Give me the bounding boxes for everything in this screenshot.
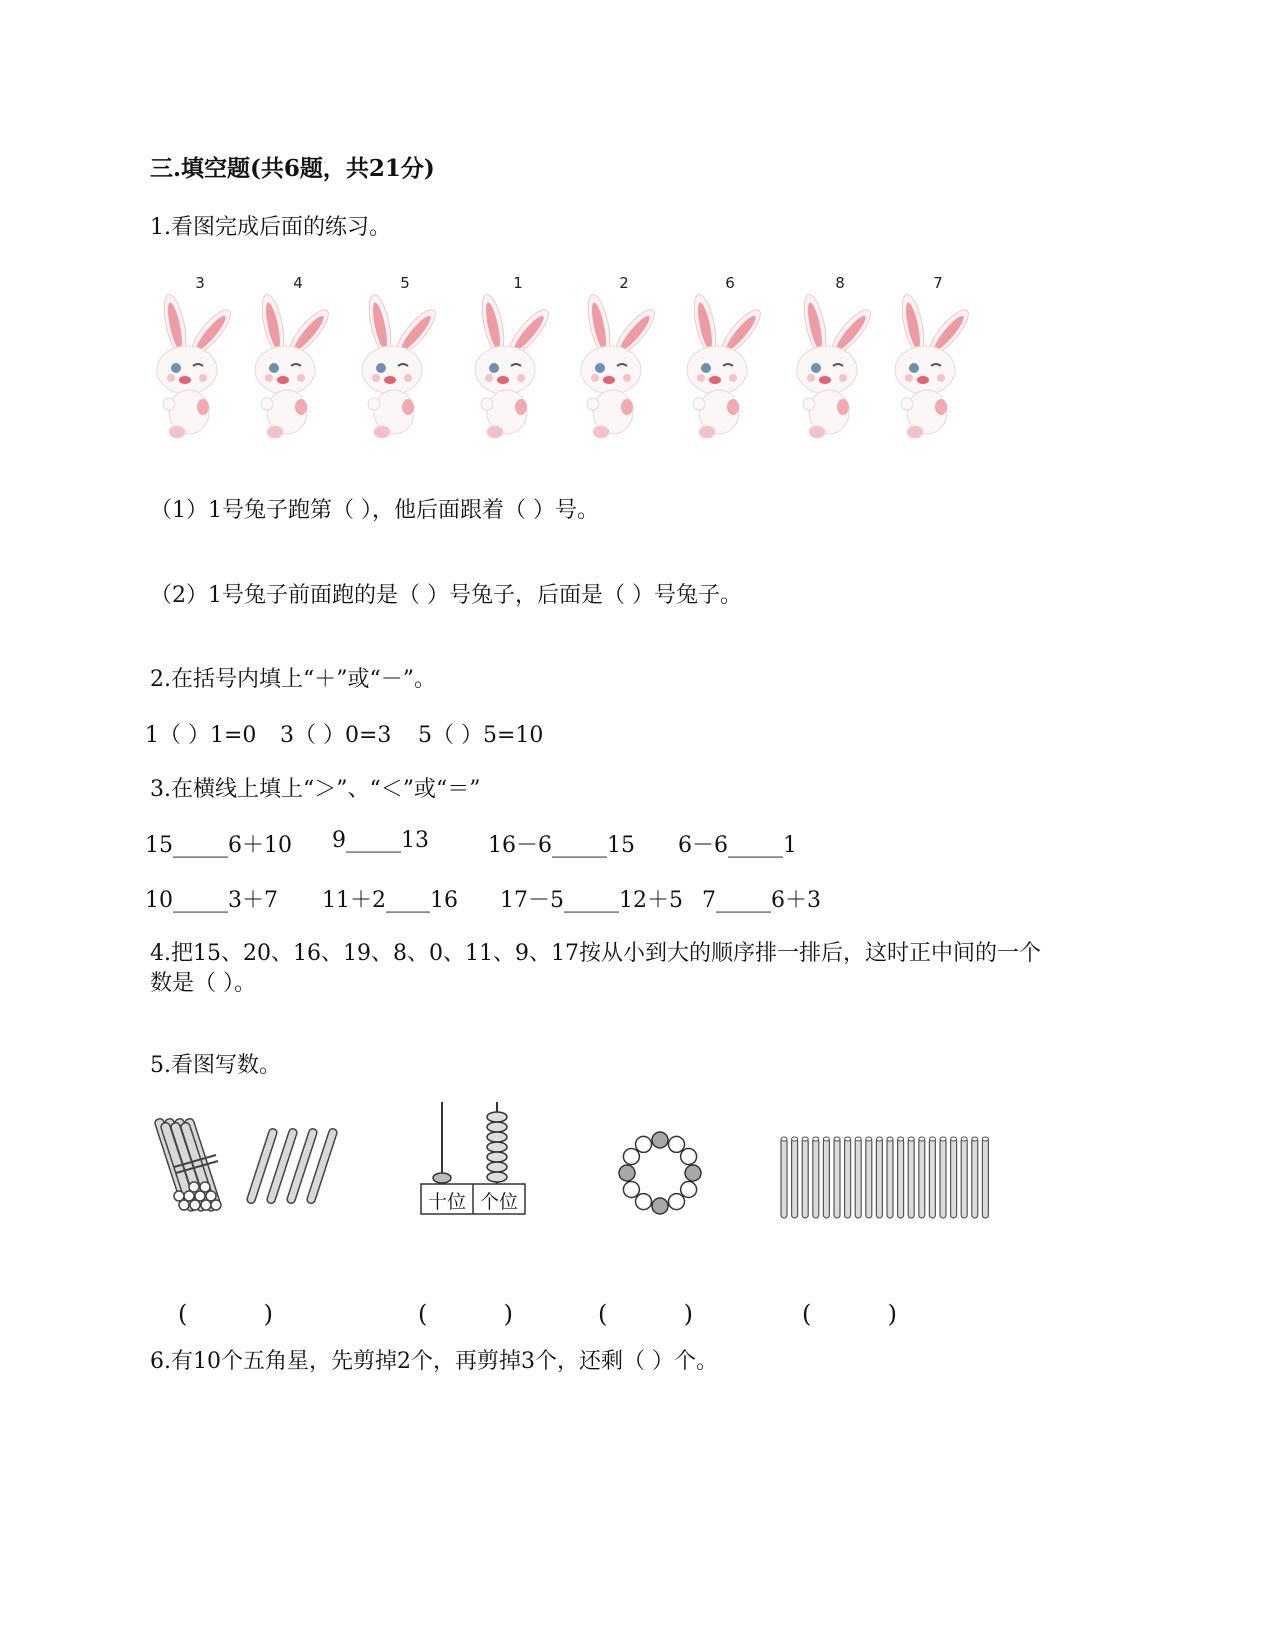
q3-item: 6－6_____1 xyxy=(678,833,797,858)
straw xyxy=(802,1138,808,1218)
q3-prompt: 3.在横线上填上“＞”、“＜”或“＝” xyxy=(150,777,481,802)
q3-item: 17－5_____12＋5 xyxy=(500,888,683,913)
straw-top xyxy=(823,1137,829,1141)
q4-line1: 4.把15、20、16、19、8、0、11、9、17按从小到大的顺序排一排后，这时正中间的一个 xyxy=(150,941,1041,966)
bead xyxy=(685,1165,701,1181)
bead xyxy=(681,1149,697,1165)
straw-top xyxy=(908,1137,914,1141)
abacus-tens-label: 十位 xyxy=(427,1191,466,1213)
rabbit xyxy=(243,270,353,460)
straw-top xyxy=(834,1137,840,1141)
q4-line2: 数是（ ）。 xyxy=(150,971,256,996)
rabbit-number: 4 xyxy=(293,274,303,292)
bead xyxy=(669,1136,685,1152)
abacus-figure xyxy=(420,1098,530,1223)
straw-top xyxy=(845,1137,851,1141)
straw-top xyxy=(972,1137,978,1141)
q2-item: 5（ ）5=10 xyxy=(418,723,544,748)
straw-top xyxy=(802,1137,808,1141)
bead xyxy=(652,1132,668,1148)
q6-prompt: 6.有10个五角星，先剪掉2个，再剪掉3个，还剩（ ）个。 xyxy=(150,1349,718,1374)
bead xyxy=(619,1165,635,1181)
straw xyxy=(919,1138,925,1218)
straw-top xyxy=(961,1137,967,1141)
straw xyxy=(929,1138,935,1218)
straw xyxy=(781,1138,787,1218)
straw-top xyxy=(792,1137,798,1141)
straw xyxy=(951,1138,957,1218)
straw-top xyxy=(898,1137,904,1141)
q3-item: 7_____6＋3 xyxy=(702,888,821,913)
abacus-ones-label: 个位 xyxy=(479,1191,518,1213)
q5-answer-blank-4: ( ) xyxy=(802,1300,898,1328)
rabbit-icon xyxy=(350,292,450,442)
rabbit-number: 5 xyxy=(400,274,410,292)
straw xyxy=(961,1138,967,1218)
q3-item: 11＋2____16 xyxy=(322,888,458,913)
q1-sub2: （2）1号兔子前面跑的是（ ）号兔子，后面是（ ）号兔子。 xyxy=(150,583,742,608)
rabbit xyxy=(350,270,460,460)
q5-answer-blank-1: ( ) xyxy=(178,1300,274,1328)
straw-top xyxy=(781,1137,787,1141)
section-title: 三.填空题(共6题，共21分) xyxy=(150,155,435,182)
bead xyxy=(636,1194,652,1210)
bead xyxy=(669,1194,685,1210)
q2-item: 3（ ）0=3 xyxy=(280,723,392,748)
rabbit xyxy=(145,270,255,460)
q2-prompt: 2.在括号内填上“＋”或“－”。 xyxy=(150,667,436,692)
straw xyxy=(908,1138,914,1218)
rabbit-icon xyxy=(463,292,563,442)
bead xyxy=(623,1182,639,1198)
straw xyxy=(876,1138,882,1218)
q3-item: 16－6_____15 xyxy=(488,833,635,858)
straw xyxy=(855,1138,861,1218)
bead-ring-figure xyxy=(615,1128,705,1218)
bead xyxy=(636,1136,652,1152)
straw xyxy=(972,1138,978,1218)
rabbit-number: 8 xyxy=(835,274,845,292)
rabbit-icon xyxy=(569,292,669,442)
straw-top xyxy=(876,1137,882,1141)
straw-top xyxy=(887,1137,893,1141)
straw xyxy=(940,1138,946,1218)
straw-top xyxy=(919,1137,925,1141)
q3-item: 15_____6＋10 xyxy=(145,833,292,858)
rabbit-row xyxy=(145,270,1025,460)
straw xyxy=(982,1138,988,1218)
straw xyxy=(866,1138,872,1218)
q5-answer-blank-3: ( ) xyxy=(598,1300,694,1328)
rabbit-icon xyxy=(675,292,775,442)
q1-prompt: 1.看图完成后面的练习。 xyxy=(150,215,391,240)
rabbit xyxy=(569,270,679,460)
straw-top xyxy=(929,1137,935,1141)
rabbit-icon xyxy=(145,292,245,442)
straw xyxy=(887,1138,893,1218)
q3-item: 9_____13 xyxy=(332,828,429,853)
straw xyxy=(813,1138,819,1218)
straw xyxy=(823,1138,829,1218)
straw xyxy=(834,1138,840,1218)
q2-item: 1（ ）1=0 xyxy=(145,723,257,748)
straw-top xyxy=(940,1137,946,1141)
q1-sub1: （1）1号兔子跑第（ ），他后面跟着（ ）号。 xyxy=(150,498,599,523)
rabbit-number: 1 xyxy=(513,274,523,292)
bead xyxy=(681,1182,697,1198)
q5-answer-blank-2: ( ) xyxy=(418,1300,514,1328)
q5-prompt: 5.看图写数。 xyxy=(150,1053,281,1078)
rabbit xyxy=(675,270,785,460)
sticks-bundle-figure xyxy=(150,1115,340,1225)
straws-figure xyxy=(775,1130,995,1222)
straw-top xyxy=(813,1137,819,1141)
rabbit-number: 2 xyxy=(619,274,629,292)
bead xyxy=(623,1149,639,1165)
straw-top xyxy=(982,1137,988,1141)
straw xyxy=(845,1138,851,1218)
q3-item: 10_____3＋7 xyxy=(145,888,278,913)
rabbit-number: 6 xyxy=(725,274,735,292)
rabbit xyxy=(883,270,993,460)
rabbit-icon xyxy=(243,292,343,442)
straw xyxy=(898,1138,904,1218)
rabbit-number: 7 xyxy=(933,274,943,292)
straw-top xyxy=(855,1137,861,1141)
rabbit xyxy=(785,270,895,460)
rabbit-icon xyxy=(883,292,983,442)
straw xyxy=(792,1138,798,1218)
straw-top xyxy=(866,1137,872,1141)
straw-top xyxy=(951,1137,957,1141)
rabbit xyxy=(463,270,573,460)
rabbit-number: 3 xyxy=(195,274,205,292)
rabbit-icon xyxy=(785,292,885,442)
bead xyxy=(652,1198,668,1214)
